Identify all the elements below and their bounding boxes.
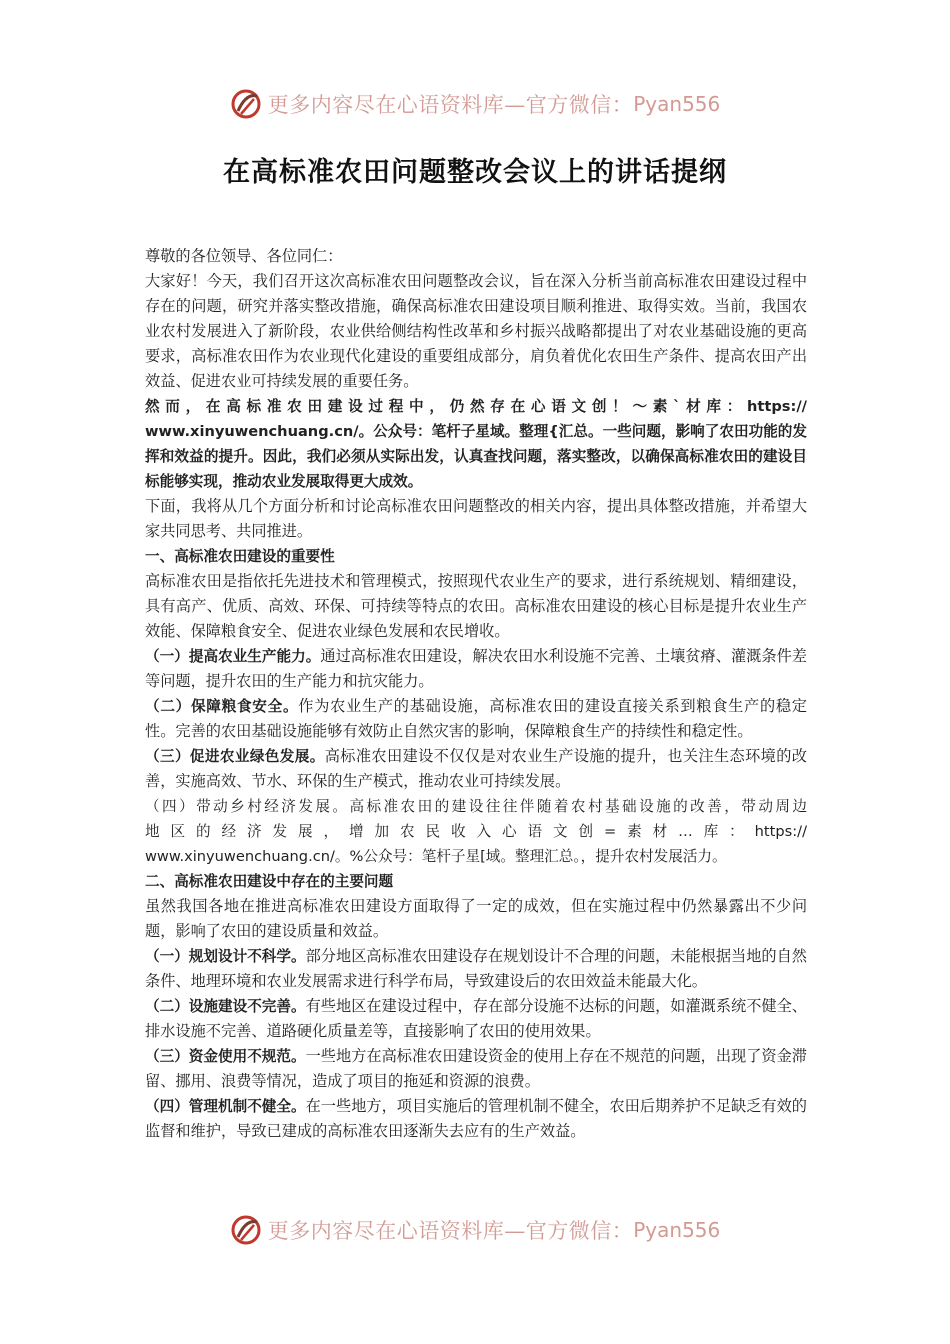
logo-icon: [230, 1213, 264, 1247]
item4-line2: 地区的经济发展，增加农民收入心语文创=素材…库：https://: [145, 823, 807, 840]
section1-item-2: [145, 694, 807, 744]
banner-wechat: Pyan556: [633, 92, 721, 116]
item-lead: （四）管理机制不健全。: [145, 1098, 306, 1115]
item-text: 一些地方在高标准农田建设资金的使用上存在不规范的问题，出现了资金滞留、挪用、浪费等情况，造成了项目的拖延和资源的浪费。: [145, 1047, 807, 1090]
item-text: 作为农业生产的基础设施，高标准农田的建设直接关系到粮食生产的稳定性。完善的农田基础设施能够有效防止自然灾害的影响，保障粮食生产的持续性和稳定性。: [145, 697, 807, 740]
item-lead: （二）设施建设不完善。: [145, 998, 306, 1015]
watermark1-line2: www.xinyuwenchuang.cn/。公众号：笔杆子星域。整理{汇总。一些问题，影响了农田功能的发挥和效益的提升。因此，我们必须从实际出发，认真查找问题，落实整改，以确保高标准农田的建设目标能够实现，推动农业发展取得更大成效。: [145, 423, 807, 490]
item-lead: （三）资金使用不规范。: [145, 1048, 306, 1065]
item-lead: （一）规划设计不科学。: [145, 948, 306, 965]
item-text: 在一些地方，项目实施后的管理机制不健全，农田后期养护不足缺乏有效的监督和维护，导致已建成的高标准农田逐渐失去应有的生产效益。: [145, 1097, 807, 1140]
section1-intro: 高标准农田是指依托先进技术和管理模式，按照现代农业生产的要求，进行系统规划、精细建设，具有高产、优质、高效、环保、可持续等特点的农田。高标准农田建设的核心目标是提升农业生产效能、保障粮食安全、促进农业绿色发展和农民增收。: [145, 572, 807, 640]
section2-item-1: [145, 944, 807, 994]
section1-item-4: [145, 794, 807, 869]
section2-intro: 虽然我国各地在推进高标准农田建设方面取得了一定的成效，但在实施过程中仍然暴露出不少问题，影响了农田的建设质量和效益。: [145, 897, 807, 940]
watermark1-line1: 然而，在高标准农田建设过程中，仍然存在心语文创！～素`材库：https://: [145, 398, 807, 415]
banner-text: 更多内容尽在心语资料库—官方微信：: [267, 1219, 634, 1243]
section1-heading: 一、高标准农田建设的重要性: [145, 548, 335, 565]
banner-text: 更多内容尽在心语资料库—官方微信：: [267, 93, 634, 117]
item-lead: （一）提高农业生产能力。: [145, 648, 321, 665]
item4-line3: www.xinyuwenchuang.cn/。%公众号：笔杆子星[域。整理汇总。，提升农村发展活力。: [145, 848, 727, 865]
item-text: 高标准农田建设不仅仅是对农业生产设施的提升，也关注生态环境的改善，实施高效、节水、环保的生产模式，推动农业可持续发展。: [145, 747, 807, 790]
banner-wechat: Pyan556: [633, 1218, 721, 1242]
item-lead: （二）保障粮食安全。: [145, 698, 299, 715]
intro-paragraph: 大家好！今天，我们召开这次高标准农田问题整改会议，旨在深入分析当前高标准农田建设过程中存在的问题，研究并落实整改措施，确保高标准农田建设项目顺利推进、取得实效。当前，我国农业农村发展进入了新阶段，农业供给侧结构性改革和乡村振兴战略都提出了对农业基础设施的更高要求，高标准农田作为农业现代化建设的重要组成部分，肩负着优化农田生产条件、提高农田产出效益、促进农业可持续发展的重要任务。: [145, 272, 807, 390]
document-body: [145, 244, 807, 1144]
logo-icon: [230, 87, 264, 121]
section2-heading: 二、高标准农田建设中存在的主要问题: [145, 873, 394, 890]
item4-line1: （四）带动乡村经济发展。高标准农田的建设往往伴随着农村基础设施的改善，带动周边: [145, 798, 807, 815]
item-text: 通过高标准农田建设，解决农田水利设施不完善、土壤贫瘠、灌溉条件差等问题，提升农田的生产能力和抗灾能力。: [145, 647, 807, 690]
section2-item-3: [145, 1044, 807, 1094]
section1-item-1: [145, 644, 807, 694]
page-title: 在高标准农田问题整改会议上的讲话提纲: [223, 157, 727, 188]
watermark-paragraph-1: [145, 394, 807, 494]
footer-banner: [0, 1210, 950, 1250]
section2-item-4: [145, 1094, 807, 1144]
item-text: 有些地区在建设过程中，存在部分设施不达标的问题，如灌溉系统不健全、排水设施不完善、道路硬化质量差等，直接影响了农田的使用效果。: [145, 997, 807, 1040]
header-banner: [0, 84, 950, 124]
greeting: 尊敬的各位领导、各位同仁：: [145, 247, 343, 265]
item-text: 部分地区高标准农田建设存在规划设计不合理的问题，未能根据当地的自然条件、地理环境和农业发展需求进行科学布局，导致建设后的农田效益未能最大化。: [145, 947, 807, 990]
section1-item-3: [145, 744, 807, 794]
item-lead: （三）促进农业绿色发展。: [145, 748, 325, 765]
section2-item-2: [145, 994, 807, 1044]
transition-paragraph: 下面，我将从几个方面分析和讨论高标准农田问题整改的相关内容，提出具体整改措施，并希望大家共同思考、共同推进。: [145, 497, 807, 540]
